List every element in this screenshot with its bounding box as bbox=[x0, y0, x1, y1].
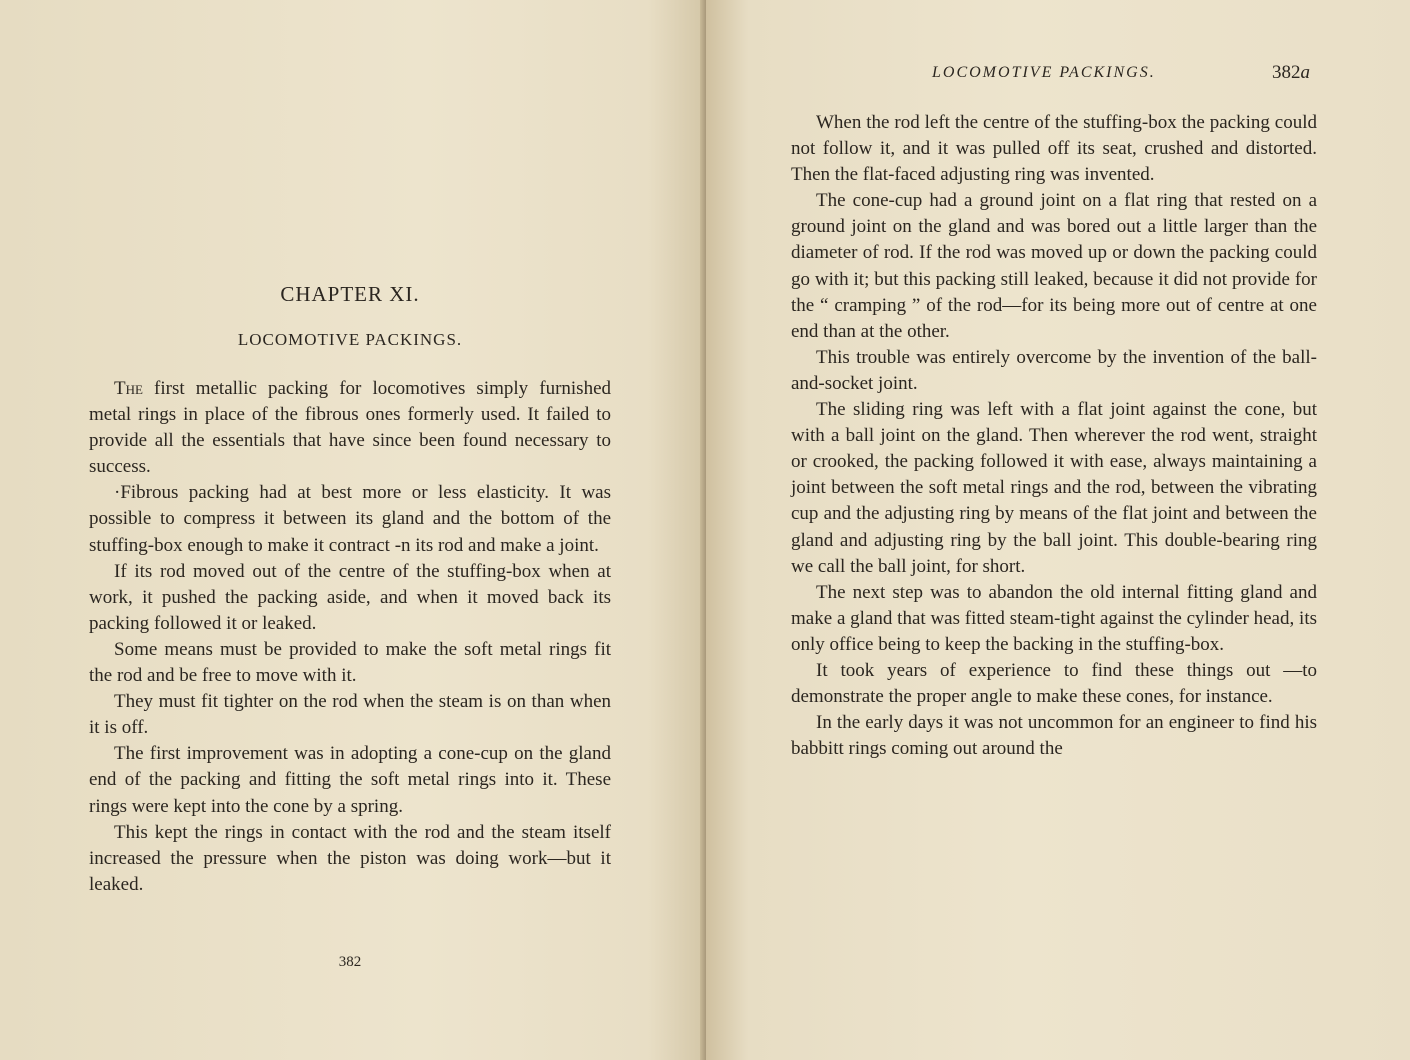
paragraph: Some means must be provided to make the soft metal rings fit the rod and be free to move with it. bbox=[89, 638, 611, 687]
section-title: LOCOMOTIVE PACKINGS. bbox=[237, 330, 463, 349]
paragraph: This trouble was entirely overcome by the invention of the ball-and-socket joint. bbox=[791, 346, 1317, 394]
left-page-body bbox=[89, 376, 611, 898]
paragraph-text: first metallic packing for locomotives simply furnished metal rings in place of the fibrous ones formerly used. It failed to provide all the essentials that have since been found necessary to success. bbox=[89, 378, 611, 478]
page-number-suffix: a bbox=[1300, 62, 1310, 83]
paragraph: If its rod moved out of the centre of the stuffing-box when at work, it pushed the packing aside, and when it moved back its packing followed it or leaked. bbox=[89, 560, 611, 634]
paragraph: The next step was to abandon the old internal fitting gland and make a gland that was fitted steam-tight against the cylinder head, its only office being to keep the backing in the stuffing-box. bbox=[791, 581, 1317, 655]
paragraph: It took years of experience to find these things out —to demonstrate the proper angle to make these cones, for instance. bbox=[791, 659, 1317, 708]
page-number-digits: 382 bbox=[1272, 62, 1301, 83]
running-head: LOCOMOTIVE PACKINGS. bbox=[932, 64, 1156, 81]
paragraph: The first improvement was in adopting a cone-cup on the gland end of the packing and fitting the soft metal rings into it. These rings were kept into the cone by a spring. bbox=[89, 743, 611, 817]
paragraph: The sliding ring was left with a flat joint against the cone, but with a ball joint on the gland. Then wherever the rod went, straight or crooked, the packing followed it with ease, always maintaining a joint between the soft metal rings and the rod, between the vibrating cup and the adjusting ring by means of the flat joint and between the gland and adjusting ring by the ball joint. This double-bearing ring we call the ball joint, for short. bbox=[791, 399, 1317, 577]
paragraph: The cone-cup had a ground joint on a flat ring that rested on a ground joint on the gland and was bored out a little larger than the diameter of rod. If the rod was moved up or down the packing could go with it; but this packing still leaked, because it did not provide for the “ cramping ” of the rod—for its being more out of centre at one end than at the other. bbox=[791, 190, 1317, 342]
chapter-heading: CHAPTER XI. bbox=[280, 282, 420, 306]
paragraph: When the rod left the centre of the stuffing-box the packing could not follow it, and it was pulled off its seat, crushed and distorted. Then the flat-faced adjusting ring was invented. bbox=[791, 112, 1317, 186]
paragraph-lead-word: The bbox=[114, 378, 143, 399]
paragraph bbox=[89, 376, 611, 480]
page-number: 382 bbox=[338, 954, 362, 970]
page-number bbox=[1272, 62, 1310, 84]
paragraph: They must fit tighter on the rod when the steam is on than when it is off. bbox=[89, 691, 611, 739]
right-page-body bbox=[791, 110, 1317, 762]
right-page bbox=[706, 0, 1410, 1060]
paragraph: In the early days it was not uncommon for an engineer to find his babbitt rings coming out around the bbox=[791, 712, 1317, 760]
paragraph: This kept the rings in contact with the rod and the steam itself increased the pressure when the piston was doing work—but it leaked. bbox=[89, 821, 611, 895]
paragraph: ·Fibrous packing had at best more or less elasticity. It was possible to compress it between its gland and the bottom of the stuffing-box enough to make it contract ‑n its rod and make a joint. bbox=[89, 482, 611, 556]
left-page bbox=[0, 0, 704, 1060]
